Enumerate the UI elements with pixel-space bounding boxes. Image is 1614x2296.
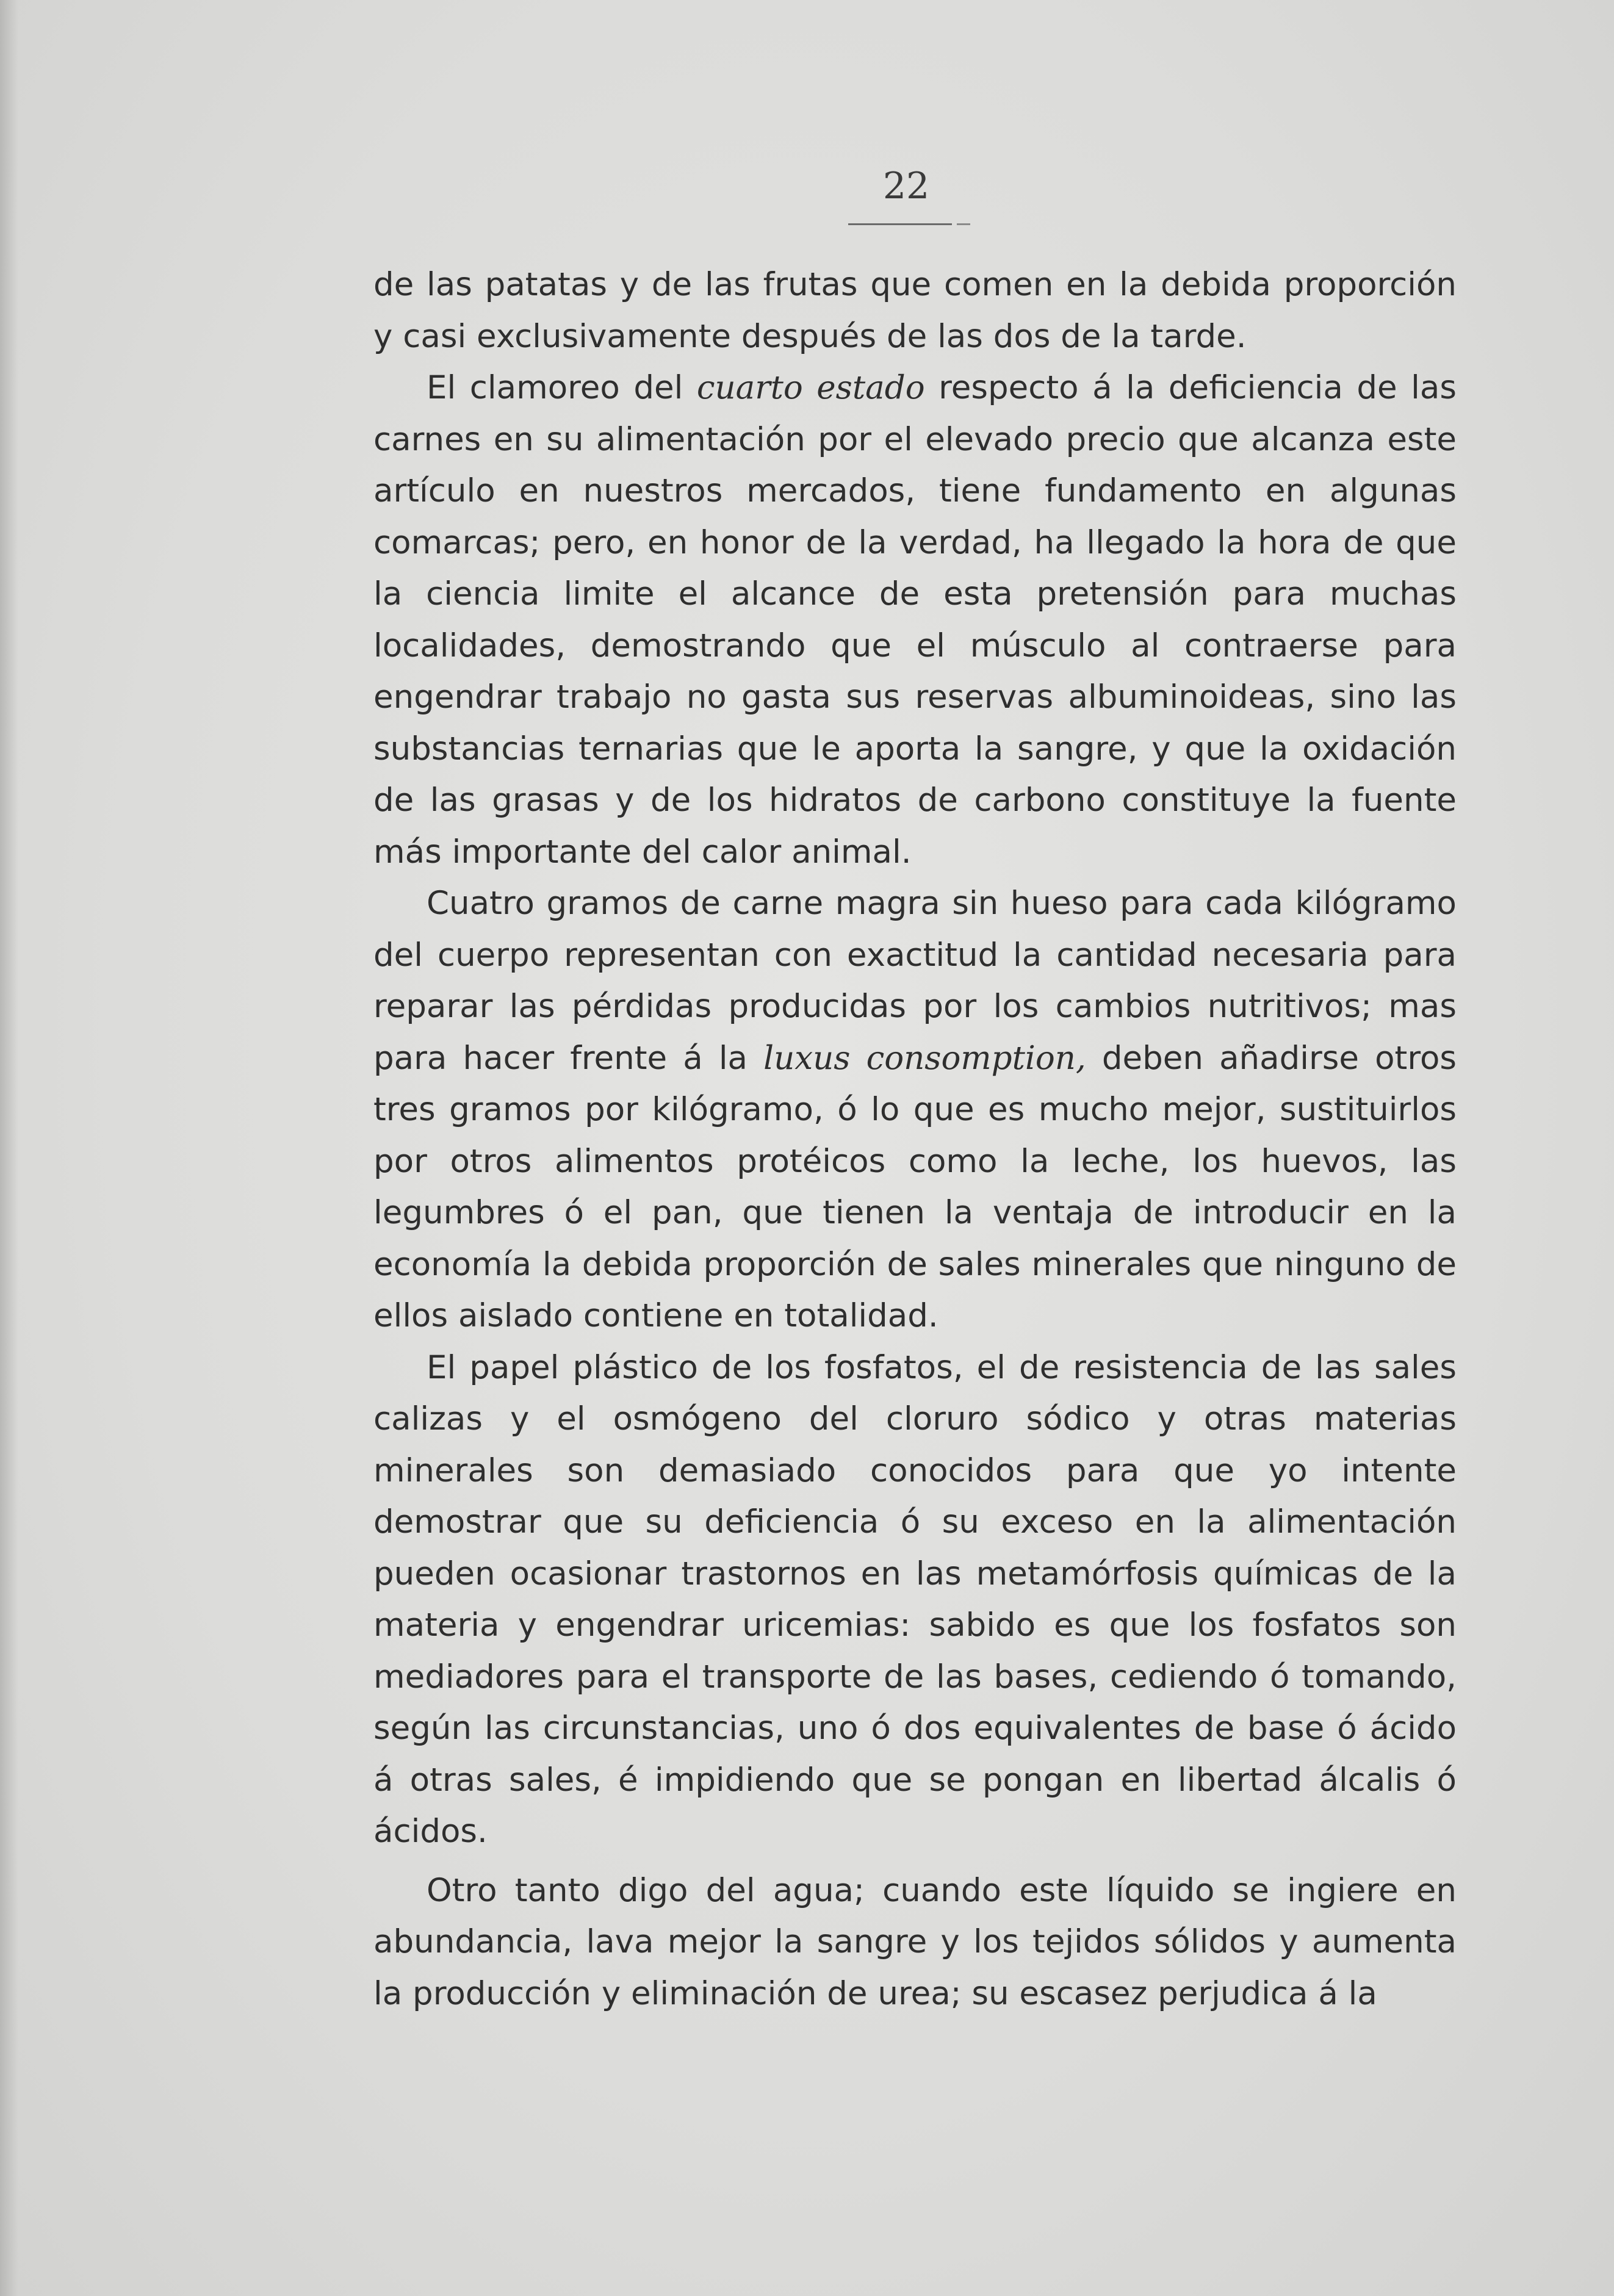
text-run: deben añadirse otros tres gramos por kilógramo, ó lo que es mucho mejor, sustituirlos por otros alimentos protéicos como la leche, los huevos, las legumbres ó el pan, que tienen la ventaja de introducir en la economía la debida proporción de sales minerales que ninguno de ellos aislado contiene en totalidad. — [373, 1039, 1457, 1334]
text-run: respecto á la deficiencia de las carnes en su alimentación por el elevado precio que alcanza este artículo en nuestros mercados, tiene fundamento en algunas comarcas; pero, en honor de la verdad, ha llegado la hora de que la ciencia limite el alcance de esta pretensión para muchas localidades, demostrando que el músculo al contraerse para engendrar trabajo no gasta sus reservas albuminoideas, sino las substancias ternarias que le aporta la sangre, y que la oxidación de las grasas y de los hidratos de carbono constituye la fuente más importante del calor animal. — [373, 369, 1457, 871]
paragraph — [373, 362, 1457, 878]
text-run: Cuatro gramos de carne magra sin hueso para cada kilógramo del cuerpo representan con exactitud la cantidad necesaria para reparar las pérdidas producidas por los cambios nutritivos; mas para hacer frente á la — [373, 885, 1457, 1077]
body-text — [373, 259, 1457, 2020]
paragraph — [373, 1342, 1457, 1858]
paragraph — [373, 259, 1457, 362]
italic-term: cuarto estado — [696, 369, 925, 406]
page-number-rule — [848, 223, 952, 225]
text-run: Otro tanto digo del agua; cuando este líquido se ingiere en abundancia, lava mejor la sangre y los tejidos sólidos y aumenta la producción y eliminación de urea; su escasez perjudica á la — [373, 1871, 1457, 2012]
page-number: 22 — [882, 165, 930, 207]
text-run: El papel plástico de los fosfatos, el de resistencia de las sales calizas y el osmógeno del cloruro sódico y otras materias minerales son demasiado conocidos para que yo intente demostrar que su deficiencia ó su exceso en la alimentación pueden ocasionar trastornos en las metamórfosis químicas de la materia y engendrar uricemias: sabido es que los fosfatos son mediadores para el transporte de las bases, cediendo ó tomando, según las circunstancias, uno ó dos equivalentes de base ó ácido á otras sales, é impidiendo que se pongan en libertad álcalis ó ácidos. — [373, 1348, 1457, 1850]
paragraph — [373, 1865, 1457, 2020]
italic-term: luxus consomption, — [763, 1039, 1086, 1077]
paragraph — [373, 878, 1457, 1342]
page-edge-shadow — [0, 0, 18, 2296]
page-number-rule-tail — [957, 223, 970, 225]
text-run: de las patatas y de las frutas que comen en la debida proporción y casi exclusivamente después de las dos de la tarde. — [373, 266, 1457, 355]
text-run: El clamoreo del — [427, 369, 697, 406]
